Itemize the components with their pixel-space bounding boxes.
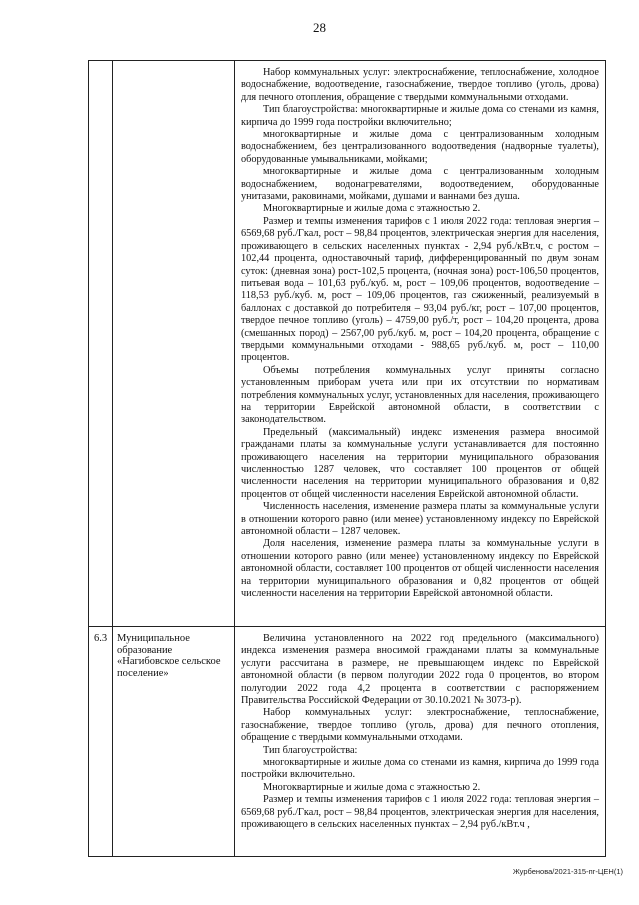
table-row — [89, 61, 606, 627]
content-cell — [235, 61, 606, 627]
paragraph: Доля населения, изменение размера платы за коммунальные услуги в отношении которого равно (или менее) установленному индексу по Еврейской автономной области, составляет 100 процентов от общей численности населения на территории муниципального образования и 0,82 процентов от общей численности населения на территории Еврейской автономной области. — [241, 538, 599, 600]
paragraph: Размер и темпы изменения тарифов с 1 июля 2022 года: тепловая энергия – 6569,68 руб./Гкал, рост – 98,84 процентов, электрическая энергия для населения, проживающего в сельских населенных пунктах - 2,94 руб./кВт.ч, с ростом – 102,44 процента, одноставочный тариф, дифференцированный по двум зонам суток: (дневная зона) рост-102,5 процента, (ночная зона) рост-106,50 процентов, питьевая вода – 101,63 руб./куб. м, рост – 109,06 процентов, водоотведение – 118,53 руб./куб. м, рост – 109,06 процентов, газ сжиженный, реализуемый в баллонах с доставкой до потребителя – 93,04 руб./кг, рост – 107,00 процентов, твердое печное топливо (уголь) – 4759,00 руб./т, рост – 104,20 процента, дрова (смешанных пород) – 2567,00 руб./куб. м, рост – 104,20 процента, обращение с твердыми коммунальными отходами - 988,65 руб./куб. м, рост – 110,00 процентов. — [241, 215, 599, 364]
content-cell — [235, 627, 606, 857]
row-number: 6.3 — [94, 633, 108, 644]
page-number: 28 — [313, 20, 326, 35]
document-table — [88, 60, 606, 857]
paragraph: Размер и темпы изменения тарифов с 1 июля 2022 года: тепловая энергия – 6569,68 руб./Гкал, рост – 98,84 процентов, электрическая энергия для населения, проживающего в сельских населенных пунктах – 2,94 руб./кВт.ч , — [241, 794, 599, 831]
paragraph: Набор коммунальных услуг: электроснабжение, теплоснабжение, холодное водоснабжение, водоотведение, газоснабжение, твердое топливо (уголь, дрова) для печного отопления, обращение с твердыми коммунальными отходами. — [241, 67, 599, 103]
row-number — [89, 61, 112, 67]
paragraph: Многоквартирные и жилые дома с этажностью 2. — [263, 203, 481, 215]
paragraph: Набор коммунальных услуг: электроснабжение, теплоснабжение, газоснабжение, твердое топливо (уголь, дрова) для печного отопления, обращение с твердыми коммунальными отходами. — [241, 707, 599, 744]
content-text — [235, 61, 605, 604]
content-text — [235, 627, 605, 836]
paragraph: Тип благоустройства: многоквартирные и жилые дома со стенами из камня, кирпича до 1999 года постройки включительно; — [241, 104, 599, 128]
paragraph: Объемы потребления коммунальных услуг приняты согласно установленным приборам учета или при их отсутствии по нормативам потребления коммунальных услуг, установленных для населения, проживающего на территории Еврейской автономной области, в соответствии с законодательством. — [241, 364, 599, 426]
row-number-cell — [89, 627, 113, 857]
municipality-cell — [113, 627, 235, 857]
row-number-cell — [89, 61, 113, 627]
paragraph: многоквартирные и жилые дома с централизованным холодным водоснабжением, без централизованного водоотведения (надворные туалеты), оборудованные умывальниками, мойками; — [241, 129, 599, 165]
paragraph: Тип благоустройства: — [263, 744, 358, 756]
paragraph: Величина установленного на 2022 год предельного (максимального) индекса изменения размера вносимой гражданами платы за коммунальные услуги рассчитана в размере, не превышающем индекс по Еврейской автономной области (в первом полугодии 2022 года 0 процентов, во втором полугодии 2022 года 4,2 процента в соответствии с распоряжением Правительства Российской Федерации от 30.10.2021 № 3073-р). — [241, 633, 599, 707]
paragraph: многоквартирные и жилые дома со стенами из камня, кирпича до 1999 года постройки включительно. — [241, 757, 599, 781]
municipality-name — [113, 61, 234, 67]
paragraph: Предельный (максимальный) индекс изменения размера вносимой гражданами платы за коммунальные услуги устанавливается для постоянно проживающего населения на территории муниципального образования численностью 1287 человек, что составляет 100 процентов от общей численности населения на территории муниципального образования и 0,82 процентов от общей численности населения Еврейской автономной области. — [241, 426, 599, 500]
paragraph: Многоквартирные и жилые дома с этажностью 2. — [263, 781, 481, 793]
paragraph: Численность населения, изменение размера платы за коммунальные услуги в отношении которого равно (или менее) установленному индексу по Еврейской автономной области – 1287 человек. — [241, 501, 599, 538]
table-row — [89, 627, 606, 857]
municipality-cell — [113, 61, 235, 627]
municipality-name: Муниципальное образование «Нагибовское сельское поселение» — [117, 633, 221, 680]
paragraph: многоквартирные и жилые дома с централизованным холодным водоснабжением, водонагревателями, водоотведением, оборудованные унитазами, раковинами, мойками, душами и ваннами без душа. — [241, 166, 599, 203]
document-footer-code: Журбенова/2021-315-пг-ЦЕН(1) — [512, 867, 623, 876]
